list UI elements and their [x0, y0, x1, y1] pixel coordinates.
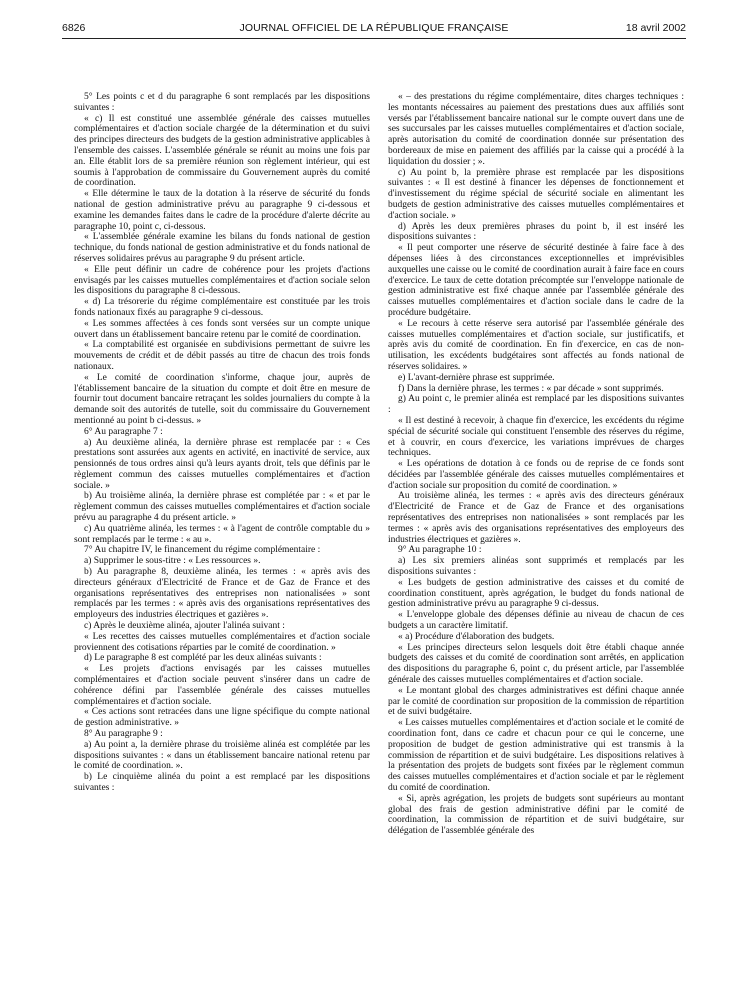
- paragraph: « Il est destiné à recevoir, à chaque fin d'exercice, les excédents du régime spécial de sécurité sociale qui constituent l'ensemble des réserves du régime, et à couvrir, en cours d'exercice, les variations imprévues de charges techniques.: [388, 415, 684, 459]
- paragraph: « Elle peut définir un cadre de cohérence pour les projets d'actions envisagés par les caisses mutuelles complémentaires et d'action sociale selon les dispositions du paragraphe 8 ci-dessous.: [74, 264, 370, 297]
- paragraph: g) Au point c, le premier alinéa est remplacé par les dispositions suivantes :: [388, 394, 684, 416]
- page-header: [62, 22, 686, 38]
- paragraph: a) Supprimer le sous-titre : « Les ressources ».: [84, 556, 261, 567]
- paragraph: « Les principes directeurs selon lesquels doit être établi chaque année budgets des caisses et du comité de coordination sont arrêtés, en application des dispositions du paragraphe 6, point c, du présent article, par l'assemblée générale des caisses mutuelles complémentaires et d'action sociale.: [388, 642, 684, 686]
- paragraph: « Elle détermine le taux de la dotation à la réserve de sécurité du fonds national de gestion administrative prévu au paragraphe 9 ci-dessous et examine les demandes faites dans le cadre de la procédure d'alerte décrite au paragraphe 10, point c, ci-dessous.: [74, 189, 370, 232]
- paragraph: « Le comité de coordination s'informe, chaque jour, auprès de l'établissement bancaire de la situation du compte et doit être en mesure de fournir tout document bancaire retraçant les soldes journaliers du compte à la demande soit des autorités de tutelle, soit du commissaire du Gouvernement mentionné au point b ci-dessus. »: [74, 372, 370, 426]
- page-number: 6826: [62, 22, 86, 34]
- paragraph: « Les opérations de dotation à ce fonds ou de reprise de ce fonds sont décidées par l'assemblée générale des caisses mutuelles complémentaires et d'action sociale sur proposition du comité de coordination. »: [388, 459, 684, 491]
- header-rule: [62, 38, 686, 39]
- paragraph: 9° Au paragraphe 10 :: [398, 545, 482, 556]
- paragraph: a) Au deuxième alinéa, la dernière phrase est remplacée par : « Ces prestations sont assurées aux agents en activité, en inactivité de service, aux pensionnés de tous ordres ainsi qu'à leurs ayants droit, tels que définis par le règlement commun des caisses mutuelles complémentaires et d'action sociale. »: [74, 437, 370, 491]
- paragraph: f) Dans la dernière phrase, les termes : « par décade » sont supprimés.: [398, 383, 664, 394]
- paragraph: « c) Il est constitué une assemblée générale des caisses mutuelles complémentaires et d'action sociale chargée de la détermination et du suivi des principes directeurs des budgets de la gestion administrative applicables à l'ensemble des caisses. L'assemblée générale se réunit au moins une fois par an. Elle établit lors de sa première réunion son règlement intérieur, qui est soumis à l'approbation de commissaire du Gouvernement auprès du comité de coordination.: [74, 113, 370, 189]
- paragraph: « La comptabilité est organisée en subdivisions permettant de suivre les mouvements de crédit et de débit passés au titre de chacun des trois fonds nationaux.: [74, 340, 370, 372]
- paragraph: e) L'avant-dernière phrase est supprimée.: [398, 372, 555, 383]
- paragraph: b) Au troisième alinéa, la dernière phrase est complétée par : « et par le règlement commun des caisses mutuelles complémentaires et d'action sociale prévu au paragraphe 4 du présent article. »: [74, 491, 370, 524]
- paragraph: 8° Au paragraphe 9 :: [84, 729, 163, 740]
- paragraph: 6° Au paragraphe 7 :: [84, 426, 163, 437]
- paragraph: 5° Les points c et d du paragraphe 6 sont remplacés par les dispositions suivantes :: [74, 92, 370, 113]
- paragraph: 7° Au chapitre IV, le financement du régime complémentaire :: [84, 545, 321, 556]
- paragraph: « Le montant global des charges administratives est défini chaque année par le comité de coordination sur proposition de la commission de répartition et de suivi budgétaire.: [388, 685, 684, 718]
- paragraph: a) Les six premiers alinéas sont supprimés et remplacés par les dispositions suivantes :: [388, 556, 684, 578]
- paragraph: « Les budgets de gestion administrative des caisses et du comité de coordination constituent, après agrégation, le budget du fonds national de gestion administrative prévu au paragraphe 9 ci-dessus.: [388, 577, 684, 610]
- paragraph: d) Après les deux premières phrases du point b, il est inséré les dispositions suivantes :: [388, 221, 684, 243]
- paragraph: « Les recettes des caisses mutuelles complémentaires et d'action sociale proviennent des cotisations réparties par le comité de coordination. »: [74, 631, 370, 653]
- paragraph: « Ces actions sont retracées dans une ligne spécifique du compte national de gestion administrative. »: [74, 707, 370, 729]
- paragraph: « Les sommes affectées à ces fonds sont versées sur un compte unique ouvert dans un établissement bancaire retenu par le comité de coordination.: [74, 318, 370, 340]
- paragraph: d) Le paragraphe 8 est complété par les deux alinéas suivants :: [84, 653, 322, 664]
- paragraph: « L'assemblée générale examine les bilans du fonds national de gestion technique, du fonds national de gestion administrative et du fonds national de réserves solidaires prévus au paragraphe 9 du présent article.: [74, 232, 370, 264]
- right-column: [388, 92, 684, 972]
- paragraph: « Les caisses mutuelles complémentaires et d'action sociale et le comité de coordination font, dans ce cadre et chacun pour ce qui le concerne, une proposition de budget de gestion administrative qui est transmis à la commission de répartition et de suivi budgétaire. Les dispositions relatives à la présentation des projets de budgets sont fixées par le règlement commun des caisses mutuelles complémentaires et d'action sociale et par le règlement du comité de coordination.: [388, 718, 684, 793]
- paragraph: « – des prestations du régime complémentaire, dites charges techniques : les montants nécessaires au paiement des prestations dues aux affiliés sont versés par l'établissement bancaire national sur le compte ouvert dans une de ses succursales par les caisses mutuelles complémentaires et d'action sociale, après autorisation du comité de coordination donnée sur présentation des bordereaux de mise en paiement des affiliés par la caisse qui a procédé à la liquidation du dossier ; ».: [388, 92, 684, 167]
- journal-title: JOURNAL OFFICIEL DE LA RÉPUBLIQUE FRANÇAISE: [239, 22, 509, 34]
- left-column: [74, 92, 370, 972]
- paragraph: c) Après le deuxième alinéa, ajouter l'alinéa suivant :: [84, 621, 285, 632]
- paragraph: « a) Procédure d'élaboration des budgets.: [398, 631, 555, 642]
- paragraph: c) Au quatrième alinéa, les termes : « à l'agent de contrôle comptable du » sont remplacés par le terme : « au ».: [74, 523, 370, 545]
- paragraph: b) Le cinquième alinéa du point a est remplacé par les dispositions suivantes :: [74, 772, 370, 793]
- paragraph: « Si, après agrégation, les projets de budgets sont supérieurs au montant global des frais de gestion administrative défini par le comité de coordination, la commission de répartition et de suivi budgétaire, sur délégation de l'assemblée générale des: [388, 793, 684, 837]
- issue-date: 18 avril 2002: [625, 22, 686, 34]
- paragraph: Au troisième alinéa, les termes : « après avis des directeurs généraux d'Electricité de France et de Gaz de France et des organisations représentatives des entreprises non nationalisées » sont remplacés par les termes : « après avis des organisations représentatives des employeurs des industries électriques et gazières ».: [388, 491, 684, 545]
- paragraph: a) Au point a, la dernière phrase du troisième alinéa est complétée par les dispositions suivantes : « dans un établissement bancaire national retenu par le comité de coordination. ».: [74, 739, 370, 772]
- paragraph: « d) La trésorerie du régime complémentaire est constituée par les trois fonds nationaux fixés au paragraphe 9 ci-dessous.: [74, 297, 370, 318]
- paragraph: « Les projets d'actions envisagés par les caisses mutuelles complémentaires et d'action sociale peuvent s'insérer dans un cadre de cohérence défini par l'assemblée générale des caisses mutuelles complémentaires et d'action sociale.: [74, 664, 370, 707]
- paragraph: b) Au paragraphe 8, deuxième alinéa, les termes : « après avis des directeurs généraux d'Electricité de France et de Gaz de France et des organisations représentatives des entreprises non nationalisées » sont remplacés par les termes : « après avis des organisations représentatives des employeurs des industries électriques et gazières ».: [74, 567, 370, 621]
- paragraph: c) Au point b, la première phrase est remplacée par les dispositions suivantes : « Il est destiné à financer les dépenses de fonctionnement et d'investissement du régime spécial de sécurité sociale en alimentant les budgets de gestion administrative des caisses mutuelles complémentaires et d'action sociale. »: [388, 167, 684, 221]
- paragraph: « Le recours à cette réserve sera autorisé par l'assemblée générale des caisses mutuelles complémentaires et d'action sociale, sur justificatifs, et après avis du comité de coordination. En fin d'exercice, en cas de non-utilisation, les excédents budgétaires sont affectés au fonds national de réserves solidaires. »: [388, 318, 684, 372]
- paragraph: « L'enveloppe globale des dépenses définie au niveau de chacun de ces budgets a un caractère limitatif.: [388, 610, 684, 632]
- paragraph: « Il peut comporter une réserve de sécurité destinée à faire face à des dépenses liées à des circonstances exceptionnelles et imprévisibles auxquelles une caisse ou le comité de coordination aurait à faire face en cours d'exercice. Le taux de cette dotation précomptée sur l'enveloppe nationale de gestion administrative est fixé chaque année par l'assemblée générale des caisses mutuelles complémentaires et d'action sociale dans le cadre de la procédure budgétaire.: [388, 243, 684, 318]
